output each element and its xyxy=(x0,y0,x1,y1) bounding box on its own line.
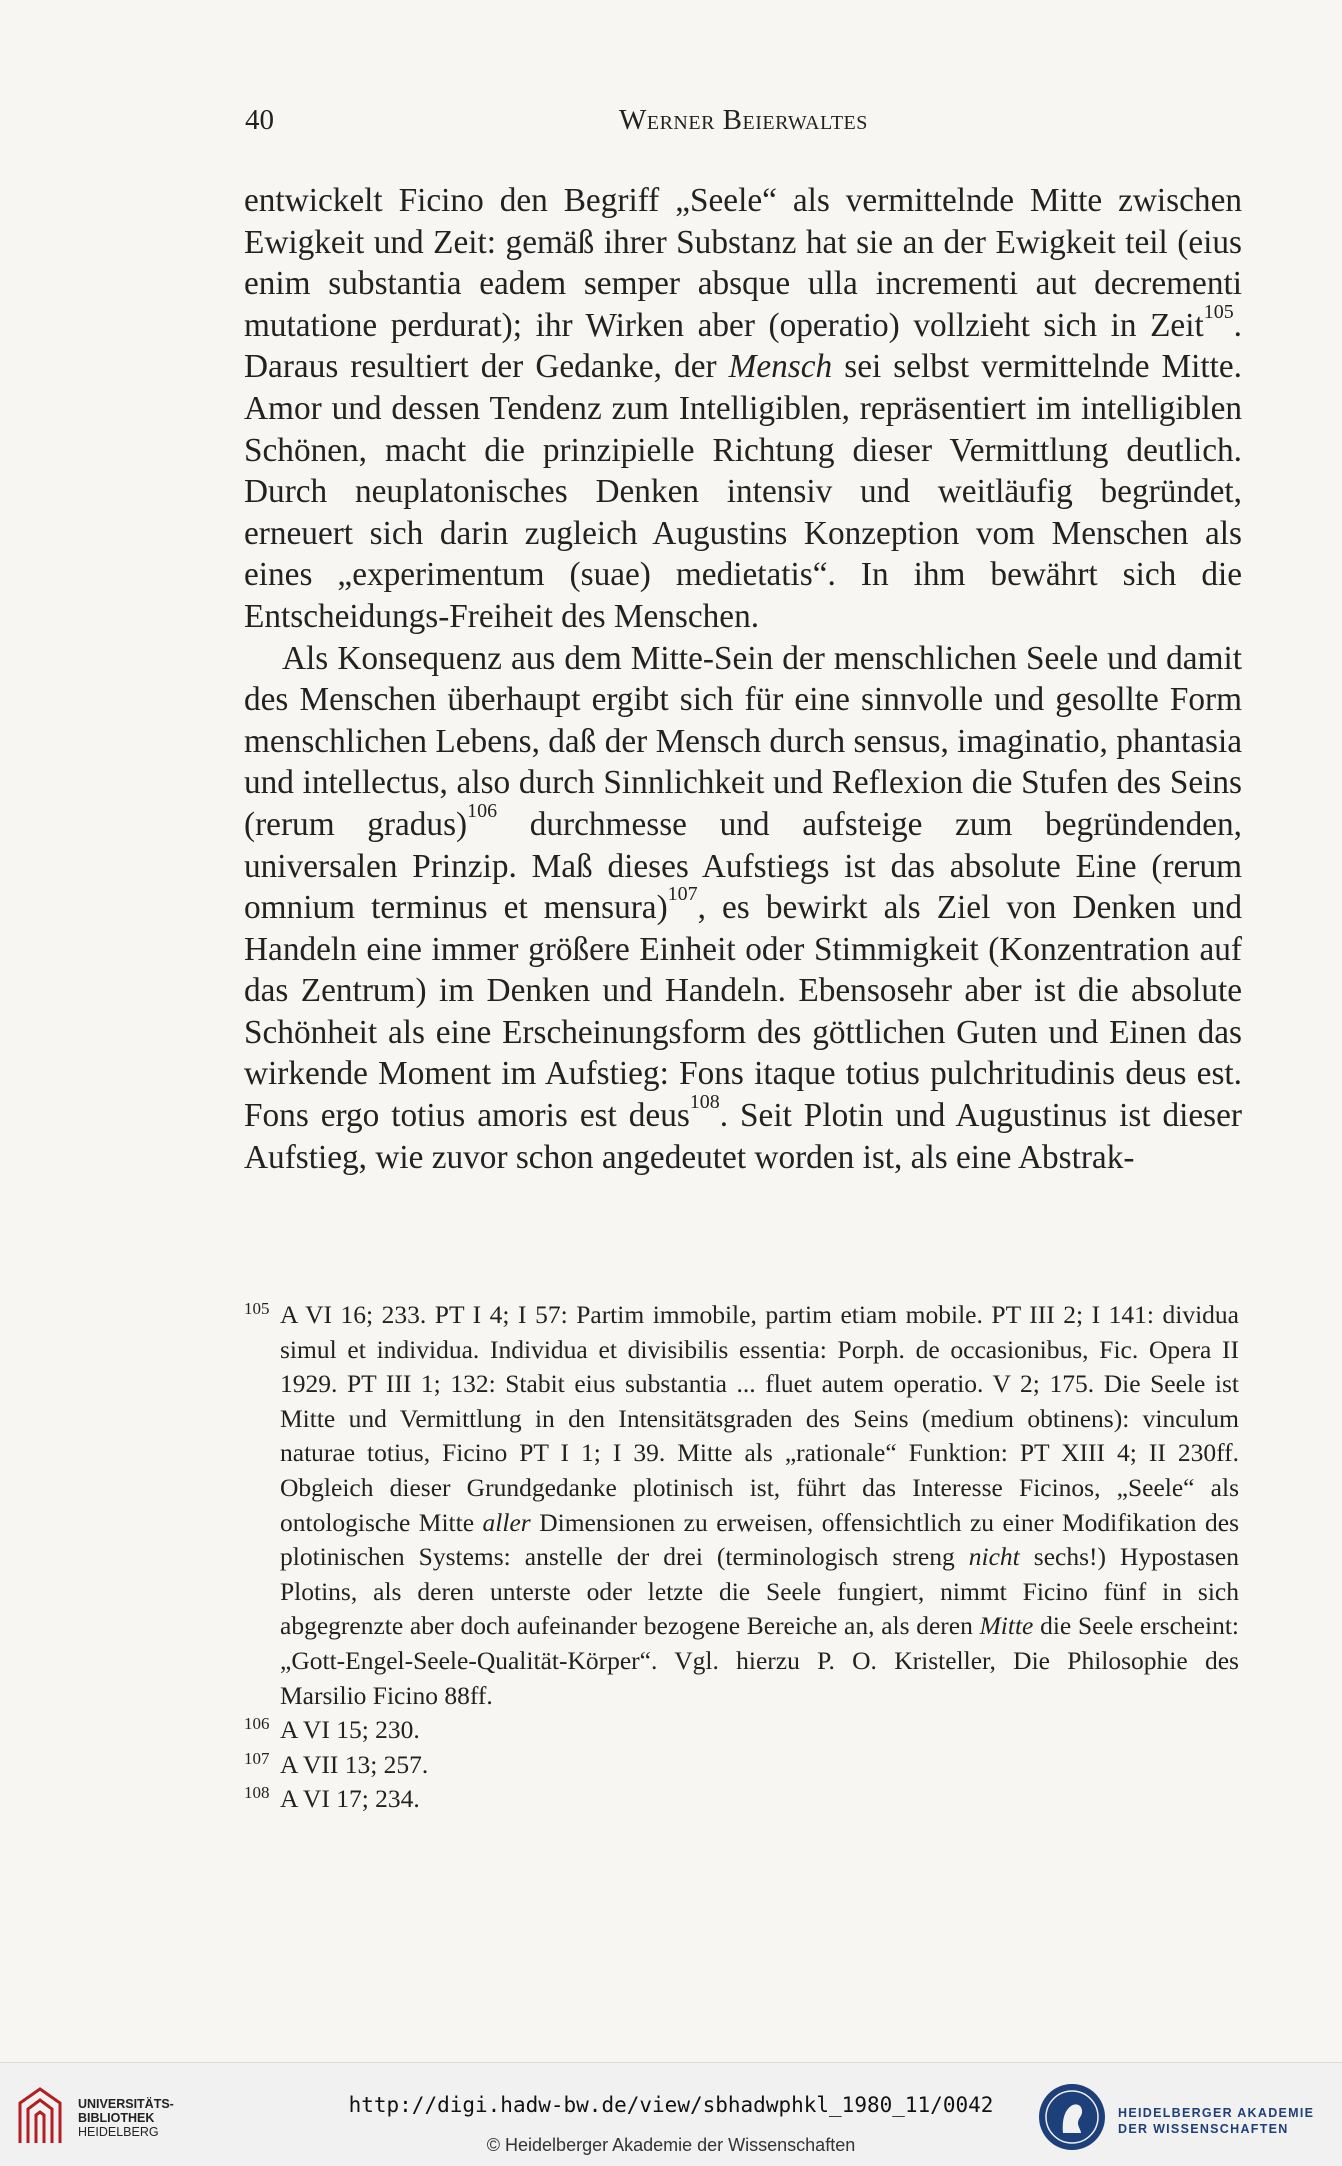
footnote-106 xyxy=(244,1713,1239,1748)
footnote-number: 107 xyxy=(244,1748,270,1768)
main-text xyxy=(244,180,1242,1178)
digitization-footer xyxy=(0,2062,1342,2166)
text-run: A VII 13; 257. xyxy=(280,1749,429,1779)
footnote-ref-108: 108 xyxy=(689,1091,720,1114)
footnote-108 xyxy=(244,1782,1239,1817)
text-run: entwickelt Ficino den Begriff „Seele“ als vermittelnde Mitte zwischen Ewigkeit und Zeit: gemäß ihrer Substanz hat sie an der Ewigkeit teil (eius enim substantia eadem semper absque ulla incrementi aut decrementi mutatione perdurat); ihr Wirken aber (operatio) vollzieht sich in Zeit xyxy=(244,182,1242,344)
footnote-number: 105 xyxy=(244,1299,270,1318)
text-run: . Daraus resultiert der Gedanke, der xyxy=(244,306,1242,386)
academy-name xyxy=(1118,2105,1314,2137)
copyright-notice: © Heidelberger Akademie der Wissenschaften xyxy=(486,2135,856,2155)
text-run: A VI 16; 233. PT I 4; I 57: Partim immobile, partim etiam mobile. PT III 2; I 141: dividua simul et individua. Individua et divisibilis essentia: Porph. de occasionibus, Fic. Opera II 1929. PT III 1; 132: Stabit eius substantia ... fluet autem operatio. V 2; 175. Die Seele ist Mitte und Vermittlung in den Intensitätsgraden des Seins (medium obtinens): vinculum naturae totius, Ficino PT I 1; I 39. Mitte als „rationale“ Funktion: PT XIII 4; II 230ff. Obgleich dieser Grundgedanke plotinisch ist, führt das Interesse Ficinos, „Seele“ als ontologische Mitte xyxy=(280,1300,1239,1537)
footnote-number: 106 xyxy=(244,1714,270,1734)
academy-line: HEIDELBERGER AKADEMIE xyxy=(1118,2106,1315,2120)
academy-seal-icon xyxy=(1036,2081,1108,2153)
text-run: sechs!) Hypostasen Plotins, als deren unterste oder letzte die Seele fungiert, nimmt Ficino fünf in sich abgegrenzte aber doch aufeinander bezogene Bereiche an, als deren xyxy=(280,1542,1240,1641)
permalink-url[interactable]: http://digi.hadw-bw.de/view/sbhadwphkl_1980_11/0042 xyxy=(348,2093,994,2117)
footnote-ref-105: 105 xyxy=(1203,300,1234,323)
academy-line: DER WISSENSCHAFTEN xyxy=(1118,2122,1289,2136)
paragraph-1 xyxy=(244,180,1242,638)
footnote-ref-106: 106 xyxy=(467,799,498,822)
emphasis: nicht xyxy=(968,1542,1020,1572)
emphasis: Mitte xyxy=(979,1611,1034,1641)
running-title: Werner Beierwaltes xyxy=(619,104,868,136)
text-run: die Seele erscheint: „Gott-Engel-Seele-Qualität-Körper“. Vgl. hierzu P. O. Kristeller, Die Philosophie des Marsilio Ficino 88ff. xyxy=(280,1611,1239,1710)
text-run: Dimensionen zu erweisen, offensichtlich zu einer Modifikation des plotinischen Systems: anstelle der drei (terminologisch streng xyxy=(280,1507,1239,1572)
footnote-number: 108 xyxy=(244,1783,270,1803)
emphasis: aller xyxy=(482,1507,531,1537)
paragraph-2 xyxy=(244,638,1242,1179)
footnote-107 xyxy=(244,1748,1239,1783)
text-run: A VI 15; 230. xyxy=(280,1715,420,1745)
text-run: . Seit Plotin und Augustinus ist dieser Aufstieg, wie zuvor schon angedeutet worden ist, als eine Abstrak- xyxy=(244,1097,1242,1176)
page-number: 40 xyxy=(245,104,274,136)
library-line: UNIVERSITÄTS- xyxy=(78,2097,174,2111)
text-run: durchmesse und aufsteige zum begründenden, universalen Prinzip. Maß dieses Aufstiegs ist das absolute Eine (rerum omnium terminus et mensura) xyxy=(244,805,1242,927)
page-header xyxy=(245,104,1240,144)
library-line: BIBLIOTHEK xyxy=(78,2111,155,2125)
text-run: A VI 17; 234. xyxy=(280,1784,420,1814)
text-run: , es bewirkt als Ziel von Denken und Handeln eine immer größere Einheit oder Stimmigkeit (Konzentration auf das Zentrum) im Denken und Handeln. Ebensosehr aber ist die absolute Schönheit als eine Erscheinungsform des göttlichen Guten und Einen das wirkende Moment im Aufstieg: Fons itaque totius pulchritudinis deus est. Fons ergo totius amoris est deus xyxy=(244,889,1242,1135)
text-run: sei selbst vermittelnde Mitte. Amor und dessen Tendenz zum Intelligiblen, repräsentiert im intelligiblen Schönen, macht die prinzipielle Richtung dieser Vermittlung deutlich. Durch neuplatonisches Denken intensiv und weitläufig begründet, erneuert sich darin zugleich Augustins Konzeption vom Menschen als eines „experimentum (suae) medietatis“. In ihm bewährt sich die Entscheidungs-Freiheit des Menschen. xyxy=(244,348,1242,635)
footnotes xyxy=(244,1298,1239,1817)
library-line: HEIDELBERG xyxy=(78,2125,159,2139)
footnote-105 xyxy=(244,1298,1239,1713)
footnote-ref-107: 107 xyxy=(667,883,698,906)
emphasis: Mensch xyxy=(728,348,833,386)
text-run: Als Konsequenz aus dem Mitte-Sein der menschlichen Seele und damit des Menschen überhaupt ergibt sich für eine sinnvolle und gesollte Form menschlichen Lebens, daß der Mensch durch sensus, imaginatio, phantasia und intellectus, also durch Sinnlichkeit und Reflexion die Stufen des Seins (rerum gradus) xyxy=(244,639,1242,843)
